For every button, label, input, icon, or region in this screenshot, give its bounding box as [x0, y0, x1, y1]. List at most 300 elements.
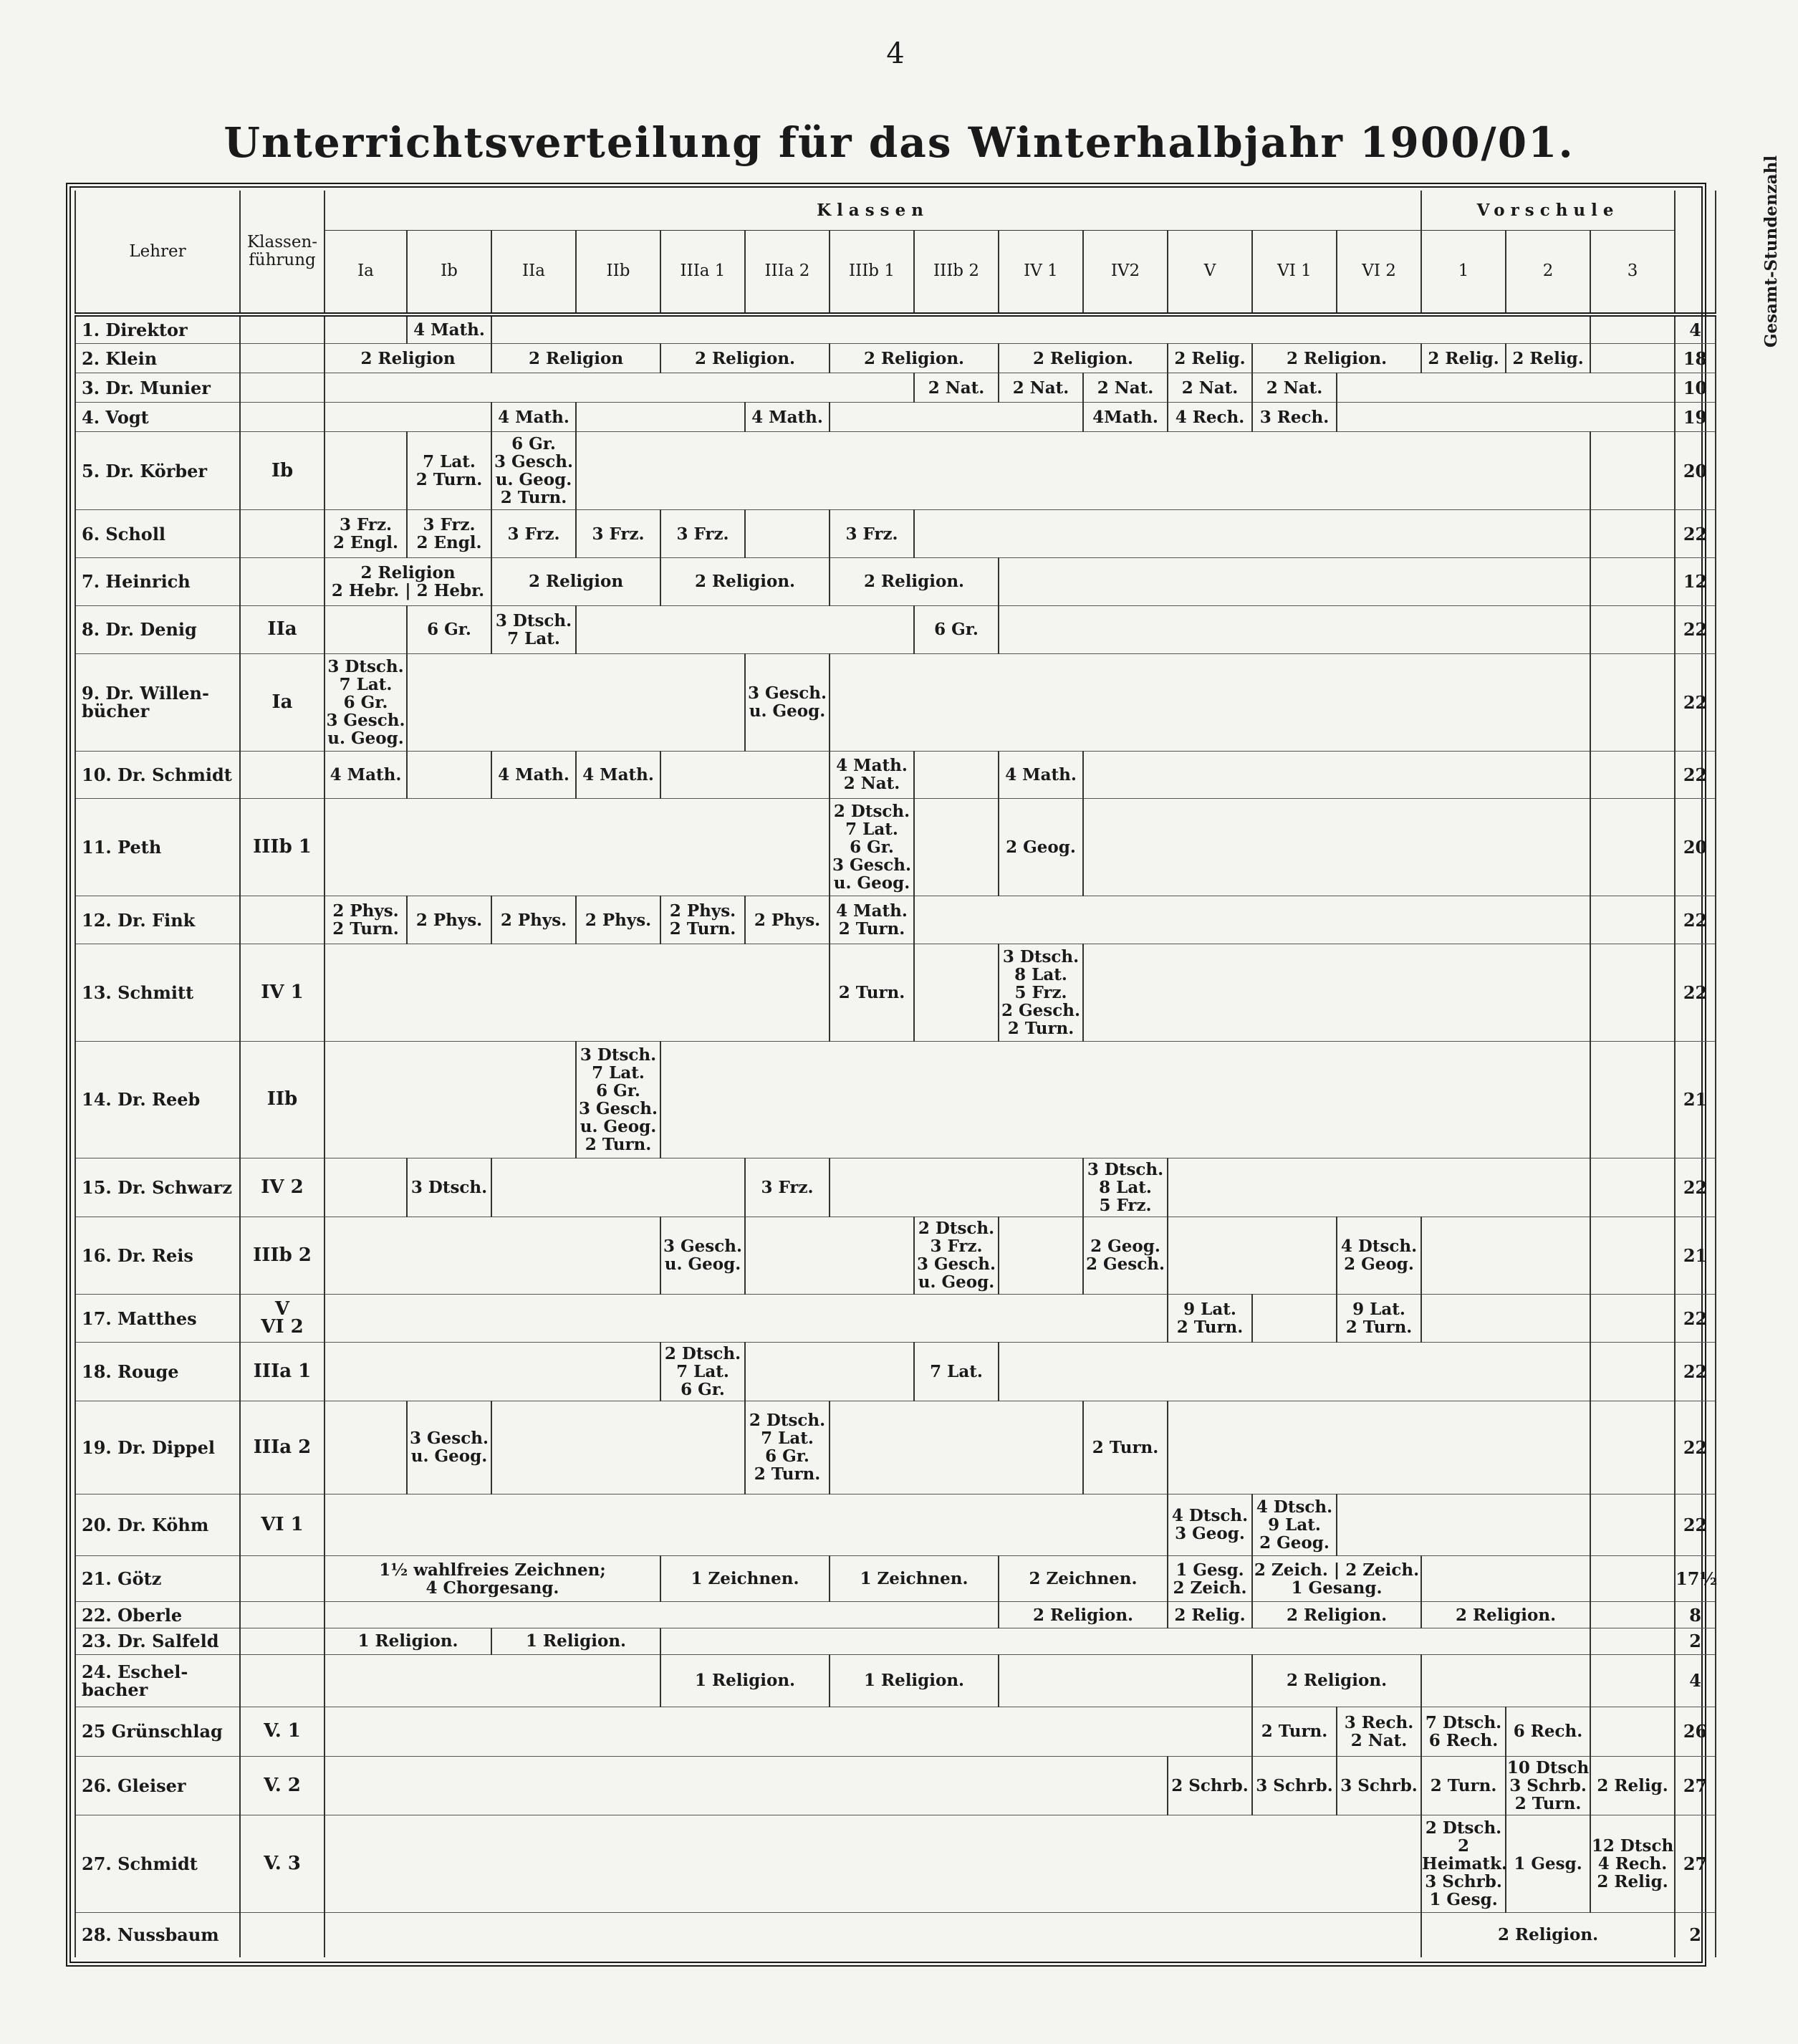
lesson-cell: 2 Zeich. | 2 Zeich. 1 Gesang.	[1252, 1555, 1421, 1602]
table-row	[75, 751, 1716, 799]
class-leadership: IIIa 2	[240, 1401, 324, 1494]
lesson-cell: 1 Religion.	[324, 1628, 491, 1655]
table-row	[75, 1628, 1716, 1655]
teacher-name: 6. Scholl	[75, 510, 240, 558]
class-leadership	[240, 510, 324, 558]
lesson-cell: 4 Math.	[407, 315, 491, 344]
header-class-5: IIIa 2	[745, 230, 830, 315]
lesson-cell	[576, 403, 745, 432]
lesson-cell	[999, 605, 1590, 653]
lesson-cell	[1590, 1602, 1675, 1628]
teacher-name: 9. Dr. Willen- bücher	[75, 653, 240, 751]
class-leadership	[240, 1602, 324, 1628]
lesson-cell: 3 Gesch. u. Geog.	[745, 653, 830, 751]
lesson-cell	[324, 1343, 660, 1401]
total-hours: 20	[1675, 799, 1716, 896]
class-leadership: Ia	[240, 653, 324, 751]
total-hours: 22	[1675, 1295, 1716, 1343]
teacher-name: 12. Dr. Fink	[75, 896, 240, 944]
lesson-cell: 3 Dtsch. 8 Lat. 5 Frz.	[1083, 1158, 1168, 1217]
teacher-name: 20. Dr. Köhm	[75, 1494, 240, 1555]
class-leadership	[240, 558, 324, 606]
class-leadership	[240, 1628, 324, 1655]
lesson-cell	[830, 1158, 1083, 1217]
table-row	[75, 1401, 1716, 1494]
total-hours: 10	[1675, 373, 1716, 403]
header-lehrer: Lehrer	[75, 191, 240, 315]
lesson-cell: 2 Relig.	[1421, 344, 1506, 373]
lesson-cell	[1590, 510, 1675, 558]
teacher-name: 26. Gleiser	[75, 1756, 240, 1815]
header-class-10: V	[1168, 230, 1252, 315]
teacher-name: 23. Dr. Salfeld	[75, 1628, 240, 1655]
lesson-cell: 9 Lat. 2 Turn.	[1168, 1295, 1252, 1343]
lesson-cell: 4 Math. 2 Nat.	[830, 751, 914, 799]
header-class-3: IIb	[576, 230, 660, 315]
lesson-cell	[324, 373, 914, 403]
lesson-cell	[914, 944, 999, 1041]
lesson-cell	[1590, 751, 1675, 799]
table-row	[75, 510, 1716, 558]
table-row	[75, 1707, 1716, 1756]
lesson-cell	[1590, 1555, 1675, 1602]
lesson-cell	[324, 1494, 1168, 1555]
teacher-name: 13. Schmitt	[75, 944, 240, 1041]
class-leadership: V VI 2	[240, 1295, 324, 1343]
total-hours: 18	[1675, 344, 1716, 373]
teacher-name: 18. Rouge	[75, 1343, 240, 1401]
teacher-name: 16. Dr. Reis	[75, 1217, 240, 1295]
lesson-cell: 9 Lat. 2 Turn.	[1337, 1295, 1421, 1343]
class-leadership: V. 1	[240, 1707, 324, 1756]
header-class-2: IIa	[491, 230, 576, 315]
lesson-cell: 2 Nat.	[999, 373, 1083, 403]
lesson-cell: 3 Frz.	[830, 510, 914, 558]
lesson-cell	[324, 1654, 660, 1707]
header-gesamt-line2: Stundenzahl	[1761, 155, 1782, 272]
lesson-cell: 2 Nat.	[1168, 373, 1252, 403]
lesson-cell: 1 Gesg. 2 Zeich.	[1168, 1555, 1252, 1602]
lesson-cell: 3 Frz.	[745, 1158, 830, 1217]
lesson-cell	[324, 1912, 1421, 1957]
lesson-cell	[999, 1654, 1252, 1707]
total-hours: 4	[1675, 315, 1716, 344]
lesson-cell: 12 Dtsch 4 Rech. 2 Relig.	[1590, 1815, 1675, 1912]
lesson-cell: 3 Gesch. u. Geog.	[660, 1217, 745, 1295]
lesson-cell	[576, 605, 914, 653]
lesson-cell	[491, 1401, 745, 1494]
teacher-name: 21. Götz	[75, 1555, 240, 1602]
class-leadership: VI 1	[240, 1494, 324, 1555]
total-hours: 21	[1675, 1041, 1716, 1158]
lesson-cell	[1083, 944, 1590, 1041]
header-vorschule-1: 2	[1506, 230, 1590, 315]
class-leadership	[240, 344, 324, 373]
lesson-cell	[1083, 799, 1590, 896]
lesson-cell	[830, 403, 1083, 432]
lesson-cell	[1252, 1295, 1337, 1343]
class-leadership	[240, 315, 324, 344]
lesson-cell: 2 Phys.	[745, 896, 830, 944]
lesson-cell	[1590, 1295, 1675, 1343]
teacher-name: 19. Dr. Dippel	[75, 1401, 240, 1494]
lesson-cell	[999, 558, 1590, 606]
lesson-cell	[1590, 1628, 1675, 1655]
lesson-cell: 1 Religion.	[830, 1654, 999, 1707]
table-row	[75, 1654, 1716, 1707]
lesson-cell: 6 Gr.	[407, 605, 491, 653]
lesson-cell: 4 Math.	[491, 751, 576, 799]
lesson-cell: 1 Zeichnen.	[660, 1555, 830, 1602]
lesson-cell: 1 Religion.	[660, 1654, 830, 1707]
lesson-cell: 3 Frz.	[491, 510, 576, 558]
table-row	[75, 1295, 1716, 1343]
lesson-cell	[1168, 1217, 1337, 1295]
lesson-cell	[1421, 1295, 1590, 1343]
lesson-cell: 2 Relig.	[1168, 344, 1252, 373]
page-title: Unterrichtsverteilung für das Winterhalbjahr 1900/01.	[223, 118, 1575, 167]
lesson-cell: 2 Religion	[324, 344, 491, 373]
lesson-cell: 4 Math.	[324, 751, 407, 799]
lesson-cell: 2 Religion.	[1421, 1602, 1590, 1628]
lesson-cell: 2 Turn.	[1421, 1756, 1506, 1815]
lesson-cell	[1337, 403, 1675, 432]
lesson-cell	[324, 1041, 576, 1158]
lesson-cell	[1590, 1041, 1675, 1158]
teaching-schedule-table	[74, 155, 1782, 1957]
header-gesamt	[1675, 155, 1782, 348]
lesson-cell: 1 Zeichnen.	[830, 1555, 999, 1602]
table-row	[75, 799, 1716, 896]
header-klassen: Klassen	[324, 191, 1421, 230]
header-klassenfuehrung	[240, 191, 324, 315]
total-hours: 19	[1675, 403, 1716, 432]
teacher-name: 3. Dr. Munier	[75, 373, 240, 403]
lesson-cell: 3 Dtsch. 8 Lat. 5 Frz. 2 Gesch. 2 Turn.	[999, 944, 1083, 1041]
lesson-cell: 4 Dtsch. 2 Geog.	[1337, 1217, 1421, 1295]
header-class-1: Ib	[407, 230, 491, 315]
lesson-cell: 2 Zeichnen.	[999, 1555, 1168, 1602]
lesson-cell: 3 Frz.	[660, 510, 745, 558]
class-leadership	[240, 896, 324, 944]
lesson-cell: 4 Math.	[999, 751, 1083, 799]
header-class-8: IV 1	[999, 230, 1083, 315]
total-hours: 22	[1675, 896, 1716, 944]
total-hours: 8	[1675, 1602, 1716, 1628]
total-hours: 17½	[1675, 1555, 1716, 1602]
lesson-cell: 2 Relig.	[1506, 344, 1590, 373]
lesson-cell: 4 Math. 2 Turn.	[830, 896, 914, 944]
lesson-cell: 3 Gesch. u. Geog.	[407, 1401, 491, 1494]
class-leadership: IIa	[240, 605, 324, 653]
lesson-cell	[491, 315, 1590, 344]
lesson-cell: 7 Dtsch. 6 Rech.	[1421, 1707, 1506, 1756]
lesson-cell: 2 Nat.	[914, 373, 999, 403]
class-leadership: IV 1	[240, 944, 324, 1041]
total-hours: 27	[1675, 1815, 1716, 1912]
lesson-cell: 2 Geog. 2 Gesch.	[1083, 1217, 1168, 1295]
header-class-6: IIIb 1	[830, 230, 914, 315]
class-leadership: V. 2	[240, 1756, 324, 1815]
lesson-cell: 2 Phys.	[576, 896, 660, 944]
lesson-cell: 3 Dtsch. 7 Lat. 6 Gr. 3 Gesch. u. Geog.	[324, 653, 407, 751]
lesson-cell: 4 Dtsch. 3 Geog.	[1168, 1494, 1252, 1555]
lesson-cell: 3 Frz.	[576, 510, 660, 558]
class-leadership	[240, 1654, 324, 1707]
table-row	[75, 944, 1716, 1041]
teacher-name: 22. Oberle	[75, 1602, 240, 1628]
table-row	[75, 1602, 1716, 1628]
total-hours: 2	[1675, 1628, 1716, 1655]
teacher-name: 25 Grünschlag	[75, 1707, 240, 1756]
lesson-cell: 2 Relig.	[1590, 1756, 1675, 1815]
lesson-cell: 10 Dtsch 3 Schrb. 2 Turn.	[1506, 1756, 1590, 1815]
header-vorschule-2: 3	[1590, 230, 1675, 315]
lesson-cell	[324, 1158, 407, 1217]
lesson-cell: 7 Lat.	[914, 1343, 999, 1401]
teacher-name: 14. Dr. Reeb	[75, 1041, 240, 1158]
teacher-name: 11. Peth	[75, 799, 240, 896]
lesson-cell: 2 Religion 2 Hebr. | 2 Hebr.	[324, 558, 491, 606]
table-row	[75, 1555, 1716, 1602]
lesson-cell: 2 Turn.	[1083, 1401, 1168, 1494]
header-kf-line1: Klassen-	[246, 233, 318, 251]
lesson-cell: 2 Dtsch. 7 Lat. 6 Gr.	[660, 1343, 745, 1401]
lesson-cell: 7 Lat. 2 Turn.	[407, 432, 491, 510]
lesson-cell	[576, 432, 1590, 510]
lesson-cell	[324, 605, 407, 653]
lesson-cell: 3 Rech.	[1252, 403, 1337, 432]
class-leadership	[240, 1912, 324, 1957]
class-leadership: IIIa 1	[240, 1343, 324, 1401]
lesson-cell: 2 Religion.	[1252, 344, 1421, 373]
lesson-cell: 6 Gr.	[914, 605, 999, 653]
lesson-cell: 3 Dtsch. 7 Lat.	[491, 605, 576, 653]
teacher-name: 24. Eschel- bacher	[75, 1654, 240, 1707]
total-hours: 22	[1675, 605, 1716, 653]
lesson-cell: 2 Phys. 2 Turn.	[324, 896, 407, 944]
lesson-cell	[1590, 605, 1675, 653]
lesson-cell	[407, 653, 745, 751]
lesson-cell: 2 Turn.	[1252, 1707, 1337, 1756]
header-kf-line2: führung	[249, 251, 316, 269]
lesson-cell: 2 Schrb.	[1168, 1756, 1252, 1815]
teacher-name: 10. Dr. Schmidt	[75, 751, 240, 799]
total-hours: 12	[1675, 558, 1716, 606]
class-leadership: IV 2	[240, 1158, 324, 1217]
class-leadership: IIb	[240, 1041, 324, 1158]
lesson-cell	[1421, 1654, 1590, 1707]
lesson-cell	[1590, 1401, 1675, 1494]
teacher-name: 4. Vogt	[75, 403, 240, 432]
table-row	[75, 315, 1716, 344]
lesson-cell	[1168, 1401, 1590, 1494]
lesson-cell	[914, 751, 999, 799]
lesson-cell	[830, 1401, 1083, 1494]
header-vorschule: Vorschule	[1421, 191, 1675, 230]
total-hours: 22	[1675, 1494, 1716, 1555]
total-hours: 27	[1675, 1756, 1716, 1815]
header-gesamt-line1: Gesamt-	[1761, 271, 1782, 348]
lesson-cell	[324, 1815, 1421, 1912]
lesson-cell	[660, 1041, 1590, 1158]
class-leadership: IIIb 1	[240, 799, 324, 896]
lesson-cell: 4 Rech.	[1168, 403, 1252, 432]
lesson-cell: 1 Religion.	[491, 1628, 660, 1655]
teacher-name: 28. Nussbaum	[75, 1912, 240, 1957]
lesson-cell: 2 Religion.	[1421, 1912, 1675, 1957]
header-class-0: Ia	[324, 230, 407, 315]
teacher-name: 17. Matthes	[75, 1295, 240, 1343]
lesson-cell: 2 Religion.	[660, 558, 830, 606]
teacher-name: 27. Schmidt	[75, 1815, 240, 1912]
lesson-cell: 4 Math.	[576, 751, 660, 799]
lesson-cell	[1590, 1217, 1675, 1295]
lesson-cell: 3 Rech. 2 Nat.	[1337, 1707, 1421, 1756]
table-row	[75, 344, 1716, 373]
teacher-name: 7. Heinrich	[75, 558, 240, 606]
table-row	[75, 1217, 1716, 1295]
lesson-cell: 1½ wahlfreies Zeichnen; 4 Chorgesang.	[324, 1555, 660, 1602]
lesson-cell	[914, 896, 1590, 944]
lesson-cell	[1590, 1654, 1675, 1707]
lesson-cell: 1 Gesg.	[1506, 1815, 1590, 1912]
lesson-cell: 3 Schrb.	[1337, 1756, 1421, 1815]
lesson-cell: 3 Dtsch. 7 Lat. 6 Gr. 3 Gesch. u. Geog. 2 Turn.	[576, 1041, 660, 1158]
table-row	[75, 373, 1716, 403]
lesson-cell: 3 Frz. 2 Engl.	[407, 510, 491, 558]
teacher-name: 8. Dr. Denig	[75, 605, 240, 653]
lesson-cell	[660, 1628, 1590, 1655]
lesson-cell	[324, 432, 407, 510]
total-hours: 22	[1675, 1343, 1716, 1401]
table-row	[75, 1041, 1716, 1158]
lesson-cell: 2 Geog.	[999, 799, 1083, 896]
table-row	[75, 1912, 1716, 1957]
page-number: 4	[886, 37, 905, 70]
class-leadership: IIIb 2	[240, 1217, 324, 1295]
lesson-cell: 2 Religion	[491, 344, 660, 373]
table-body	[75, 315, 1716, 1957]
table-row	[75, 558, 1716, 606]
teacher-name: 5. Dr. Körber	[75, 432, 240, 510]
lesson-cell: 2 Nat.	[1083, 373, 1168, 403]
header-vorschule-0: 1	[1421, 230, 1506, 315]
lesson-cell	[324, 1401, 407, 1494]
lesson-cell	[1590, 1158, 1675, 1217]
lesson-cell: 3 Frz. 2 Engl.	[324, 510, 407, 558]
lesson-cell	[324, 403, 491, 432]
total-hours: 22	[1675, 1158, 1716, 1217]
class-leadership	[240, 1555, 324, 1602]
lesson-cell: 2 Religion.	[660, 344, 830, 373]
lesson-cell	[914, 799, 999, 896]
lesson-cell: 4 Dtsch. 9 Lat. 2 Geog.	[1252, 1494, 1337, 1555]
total-hours: 22	[1675, 944, 1716, 1041]
lesson-cell	[745, 1343, 914, 1401]
lesson-cell: 2 Religion.	[1252, 1654, 1421, 1707]
lesson-cell: 4Math.	[1083, 403, 1168, 432]
class-leadership	[240, 403, 324, 432]
header-gesamt-text	[1762, 155, 1781, 347]
lesson-cell	[1421, 1555, 1590, 1602]
lesson-cell	[324, 1756, 1168, 1815]
teacher-name: 2. Klein	[75, 344, 240, 373]
lesson-cell: 4 Math.	[491, 403, 576, 432]
lesson-cell	[1590, 432, 1675, 510]
lesson-cell	[324, 944, 830, 1041]
lesson-cell	[324, 315, 407, 344]
lesson-cell: 2 Religion.	[1252, 1602, 1421, 1628]
lesson-cell: 2 Phys. 2 Turn.	[660, 896, 745, 944]
lesson-cell	[1590, 344, 1675, 373]
lesson-cell	[1083, 751, 1590, 799]
lesson-cell	[1590, 315, 1675, 344]
lesson-cell: 2 Religion	[491, 558, 660, 606]
lesson-cell	[407, 751, 491, 799]
class-leadership: V. 3	[240, 1815, 324, 1912]
lesson-cell: 2 Religion.	[830, 344, 999, 373]
lesson-cell: 2 Phys.	[407, 896, 491, 944]
lesson-cell: 2 Relig.	[1168, 1602, 1252, 1628]
lesson-cell: 2 Religion.	[830, 558, 999, 606]
header-class-4: IIIa 1	[660, 230, 745, 315]
lesson-cell	[1590, 799, 1675, 896]
total-hours: 22	[1675, 653, 1716, 751]
lesson-cell: 2 Dtsch. 3 Frz. 3 Gesch. u. Geog.	[914, 1217, 999, 1295]
lesson-cell: 3 Schrb.	[1252, 1756, 1337, 1815]
lesson-cell	[324, 1217, 660, 1295]
header-class-9: IV2	[1083, 230, 1168, 315]
lesson-cell	[491, 1158, 745, 1217]
lesson-cell	[1590, 944, 1675, 1041]
lesson-cell	[324, 1602, 999, 1628]
header-class-12: VI 2	[1337, 230, 1421, 315]
lesson-cell: 4 Math.	[745, 403, 830, 432]
lesson-cell: 2 Religion.	[999, 344, 1168, 373]
class-leadership	[240, 751, 324, 799]
lesson-cell	[999, 1217, 1083, 1295]
lesson-cell	[1337, 1494, 1590, 1555]
lesson-cell	[324, 799, 830, 896]
lesson-cell	[830, 653, 1590, 751]
lesson-cell: 2 Dtsch. 2 Heimatk. 3 Schrb. 1 Gesg.	[1421, 1815, 1506, 1912]
lesson-cell: 6 Gr. 3 Gesch. u. Geog. 2 Turn.	[491, 432, 576, 510]
class-leadership	[240, 373, 324, 403]
lesson-cell: 2 Nat.	[1252, 373, 1337, 403]
table-row	[75, 1343, 1716, 1401]
table-row	[75, 653, 1716, 751]
total-hours: 22	[1675, 751, 1716, 799]
lesson-cell: 6 Rech.	[1506, 1707, 1590, 1756]
lesson-cell: 2 Turn.	[830, 944, 914, 1041]
lesson-cell	[1590, 1494, 1675, 1555]
lesson-cell	[999, 1343, 1590, 1401]
header-class-7: IIIb 2	[914, 230, 999, 315]
total-hours: 2	[1675, 1912, 1716, 1957]
total-hours: 21	[1675, 1217, 1716, 1295]
class-leadership: Ib	[240, 432, 324, 510]
table-row	[75, 1815, 1716, 1912]
lesson-cell	[1590, 1343, 1675, 1401]
lesson-cell	[745, 1217, 914, 1295]
table-row	[75, 1494, 1716, 1555]
total-hours: 22	[1675, 1401, 1716, 1494]
lesson-cell: 2 Phys.	[491, 896, 576, 944]
table-row	[75, 403, 1716, 432]
lesson-cell: 2 Dtsch. 7 Lat. 6 Gr. 2 Turn.	[745, 1401, 830, 1494]
lesson-cell: 2 Dtsch. 7 Lat. 6 Gr. 3 Gesch. u. Geog.	[830, 799, 914, 896]
